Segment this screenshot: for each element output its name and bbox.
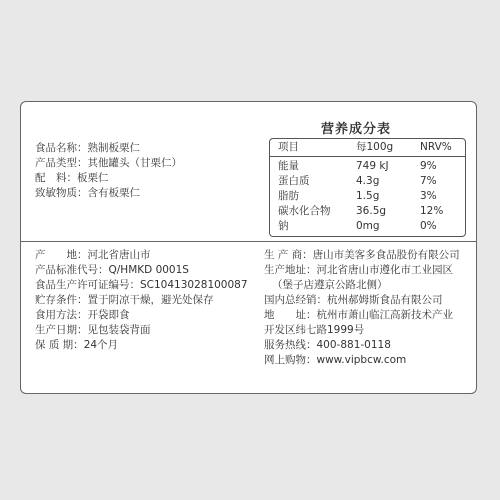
right-info-row: （堡子店遵京公路北侧） xyxy=(272,279,388,291)
product-label-card xyxy=(20,101,477,394)
product-row-key: 食品名称： xyxy=(35,142,88,154)
nutrition-row-nrv: 12% xyxy=(420,205,444,217)
nutrition-header-nrv: NRV% xyxy=(420,141,452,153)
nutrition-row-name: 蛋白质 xyxy=(278,175,310,187)
nutrition-row-nrv: 0% xyxy=(420,220,437,232)
left-info-row xyxy=(35,278,248,292)
left-info-row xyxy=(35,293,214,307)
product-row-key: 配 料： xyxy=(35,172,77,184)
product-row xyxy=(35,186,140,200)
left-info-row xyxy=(35,338,118,352)
nutrition-header-amount: 每100g xyxy=(356,141,394,153)
nutrition-row-nrv: 9% xyxy=(420,160,437,172)
product-row-key: 产品类型： xyxy=(35,157,88,169)
nutrition-row-amount: 36.5g xyxy=(356,205,387,217)
product-row-key: 致敏物质： xyxy=(35,187,88,199)
product-row-value: 熟制板栗仁 xyxy=(87,142,140,154)
label-lower-section xyxy=(21,241,476,394)
left-info-value: 24个月 xyxy=(83,339,119,351)
left-info-key: 生产日期： xyxy=(35,324,88,336)
left-info-key: 保 质 期： xyxy=(35,339,84,351)
left-info-row xyxy=(35,248,151,262)
nutrition-header-row xyxy=(270,139,465,157)
left-info-key: 产品标准代号： xyxy=(35,264,109,276)
nutrition-row-name: 能量 xyxy=(278,160,299,172)
right-info-row: 地 址：杭州市萧山临江高新技术产业 xyxy=(264,309,453,321)
left-info-key: 贮存条件： xyxy=(35,294,88,306)
left-info-row xyxy=(35,263,189,277)
left-info-value: 河北省唐山市 xyxy=(87,249,151,261)
nutrition-row-name: 钠 xyxy=(278,220,289,232)
nutrition-table xyxy=(269,138,466,237)
product-row xyxy=(35,141,140,155)
product-row xyxy=(35,171,109,185)
nutrition-row-amount: 0mg xyxy=(356,220,380,232)
right-info-row: 服务热线：400-881-0118 xyxy=(264,339,391,351)
nutrition-row-nrv: 7% xyxy=(420,175,437,187)
left-info-value: SC10413028100087 xyxy=(140,279,248,291)
left-info-value: Q/HMKD 0001S xyxy=(108,264,189,276)
nutrition-row-nrv: 3% xyxy=(420,190,437,202)
nutrition-row-amount: 749 kJ xyxy=(356,160,389,172)
left-info-value: 见包装袋背面 xyxy=(87,324,151,336)
nutrition-title: 营养成分表 xyxy=(321,122,392,137)
nutrition-header-item: 项目 xyxy=(278,141,299,153)
product-row-value: 其他罐头（甘栗仁） xyxy=(87,157,182,169)
nutrition-row-amount: 1.5g xyxy=(356,190,380,202)
left-info-row xyxy=(35,323,151,337)
right-info-row: 开发区纬七路1999号 xyxy=(264,324,365,336)
product-row xyxy=(35,156,182,170)
left-info-key: 产 地： xyxy=(35,249,88,261)
nutrition-row-name: 脂肪 xyxy=(278,190,299,202)
label-upper-section xyxy=(21,102,476,242)
product-row-value: 含有板栗仁 xyxy=(87,187,140,199)
right-info-row: 生 产 商：唐山市美客多食品股份有限公司 xyxy=(264,249,460,261)
right-info-row: 网上购物：www.vipbcw.com xyxy=(264,354,407,366)
product-row-value: 板栗仁 xyxy=(77,172,109,184)
left-info-row xyxy=(35,308,130,322)
left-info-value: 开袋即食 xyxy=(87,309,130,321)
left-info-key: 食用方法： xyxy=(35,309,88,321)
right-info-row: 生产地址：河北省唐山市遵化市工业园区 xyxy=(264,264,453,276)
right-info-row: 国内总经销：杭州郝姆斯食品有限公司 xyxy=(264,294,443,306)
nutrition-row-amount: 4.3g xyxy=(356,175,380,187)
left-info-key: 食品生产许可证编号： xyxy=(35,279,140,291)
left-info-value: 置于阴凉干燥，避光处保存 xyxy=(87,294,214,306)
nutrition-row-name: 碳水化合物 xyxy=(278,205,331,217)
